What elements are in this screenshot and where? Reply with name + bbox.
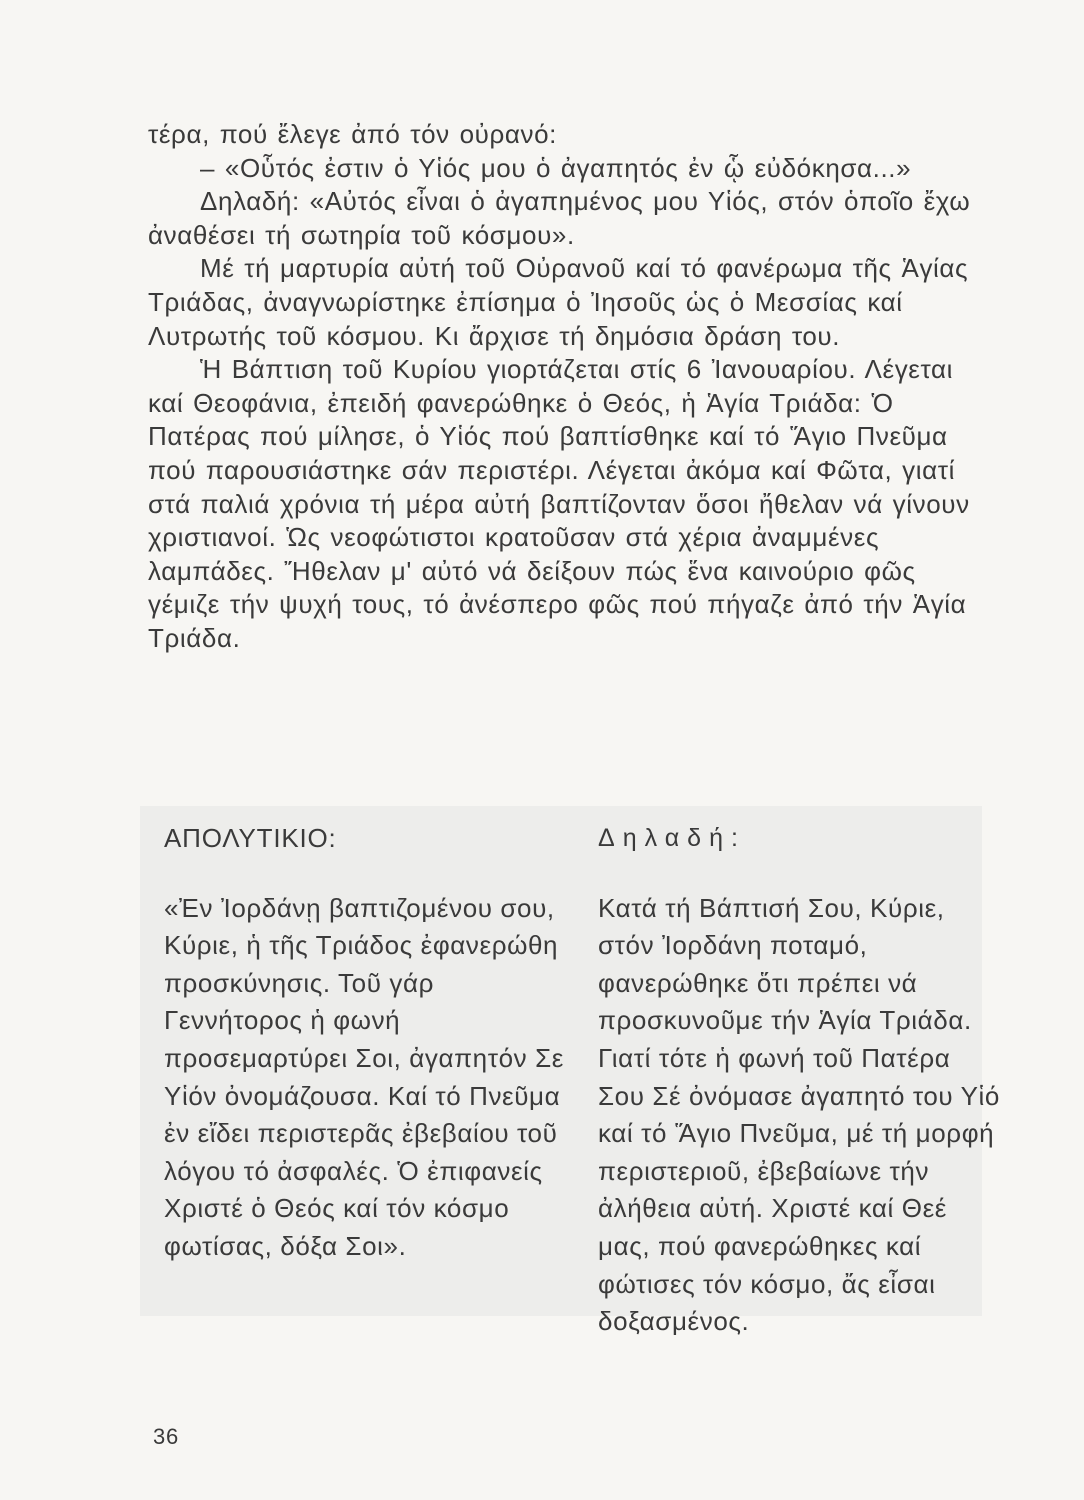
apolytikio-column <box>164 820 568 1266</box>
translation-text: Κατά τή Βάπτισή Σου, Κύριε, στόν Ἰορδάνη ποταμό, φανερώθηκε ὅτι πρέπει νά προσκυνοῦμε τήν Ἁγία Τριάδα. Γιατί τότε ἡ φωνή τοῦ Πατέρα Σου Σέ ὀνόμασε ἀγαπητό του Υἱό καί τό Ἅγιο Πνεῦμα, μέ τή μορφή περιστεριοῦ, ἐβεβαίωνε τήν ἀλήθεια αὐτή. Χριστέ καί Θεέ μας, πού φανερώθηκες καί φώτισες τόν κόσμο, ἄς εἶσαι δοξασμένος. <box>598 892 1000 1337</box>
paragraph-explanation: Δηλαδή: «Αὐτός εἶναι ὁ ἀγαπημένος μου Υἱός, στόν ὁποῖο ἔχω ἀναθέσει τή σωτηρία τοῦ κόσμου». <box>148 186 971 250</box>
apolytikio-heading: ΑΠΟΛΥΤΙΚΙΟ: <box>164 823 337 853</box>
page-number: 36 <box>153 1424 180 1449</box>
paragraph-quote: – «Οὗτός ἐστιν ὁ Υἱός μου ὁ ἀγαπητός ἐν ᾧ εὐδόκησα...» <box>200 152 912 183</box>
paragraph-continuation: τέρα, πού ἔλεγε ἀπό τόν οὐρανό: <box>148 119 557 149</box>
translation-column <box>598 820 1002 1341</box>
translation-heading: Δηλαδή: <box>598 824 746 852</box>
main-text <box>148 118 988 656</box>
apolytikio-text: «Ἐν Ἰορδάνῃ βαπτιζομένου σου, Κύριε, ἡ τῆς Τριάδος ἐφανερώθη προσκύνησις. Τοῦ γάρ Γεννήτορος ἡ φωνή προσεμαρτύρει Σοι, ἀγαπητόν Σε Υἱόν ὀνομάζουσα. Καί τό Πνεῦμα ἐν εἴδει περιστερᾶς ἐβεβαίου τοῦ λόγου τό ἀσφαλές. Ὁ ἐπιφανείς Χριστέ ὁ Θεός καί τόν κόσμο φωτίσας, δόξα Σοι». <box>164 892 564 1261</box>
paragraph-feast: Ἡ Βάπτιση τοῦ Κυρίου γιορτάζεται στίς 6 Ἰανουαρίου. Λέγεται καί Θεοφάνια, ἐπειδή φανερώθηκε ὁ Θεός, ἡ Ἁγία Τριάδα: Ὁ Πατέρας πού μίλησε, ὁ Υἱός πού βαπτίσθηκε καί τό Ἅγιο Πνεῦμα πού παρουσιάστηκε σάν περιστέρι. Λέγεται ἀκόμα καί Φῶτα, γιατί στά παλιά χρόνια τή μέρα αὐτή βαπτίζονταν ὅσοι ἤθελαν νά γίνουν χριστιανοί. Ὡς νεοφώτιστοι κρατοῦσαν στά χέρια ἀναμμένες λαμπάδες. Ἤθελαν μ' αὐτό νά δείξουν πώς ἕνα καινούριο φῶς γέμιζε τήν ψυχή τους, τό ἀνέσπερο φῶς πού πήγαζε ἀπό τήν Ἁγία Τριάδα. <box>148 354 970 653</box>
paragraph-testimony: Μέ τή μαρτυρία αὐτή τοῦ Οὐρανοῦ καί τό φανέρωμα τῆς Ἁγίας Τριάδας, ἀναγνωρίστηκε ἐπίσημα ὁ Ἰησοῦς ὡς ὁ Μεσσίας καί Λυτρωτής τοῦ κόσμου. Κι ἄρχισε τή δημόσια δράση του. <box>148 253 969 351</box>
